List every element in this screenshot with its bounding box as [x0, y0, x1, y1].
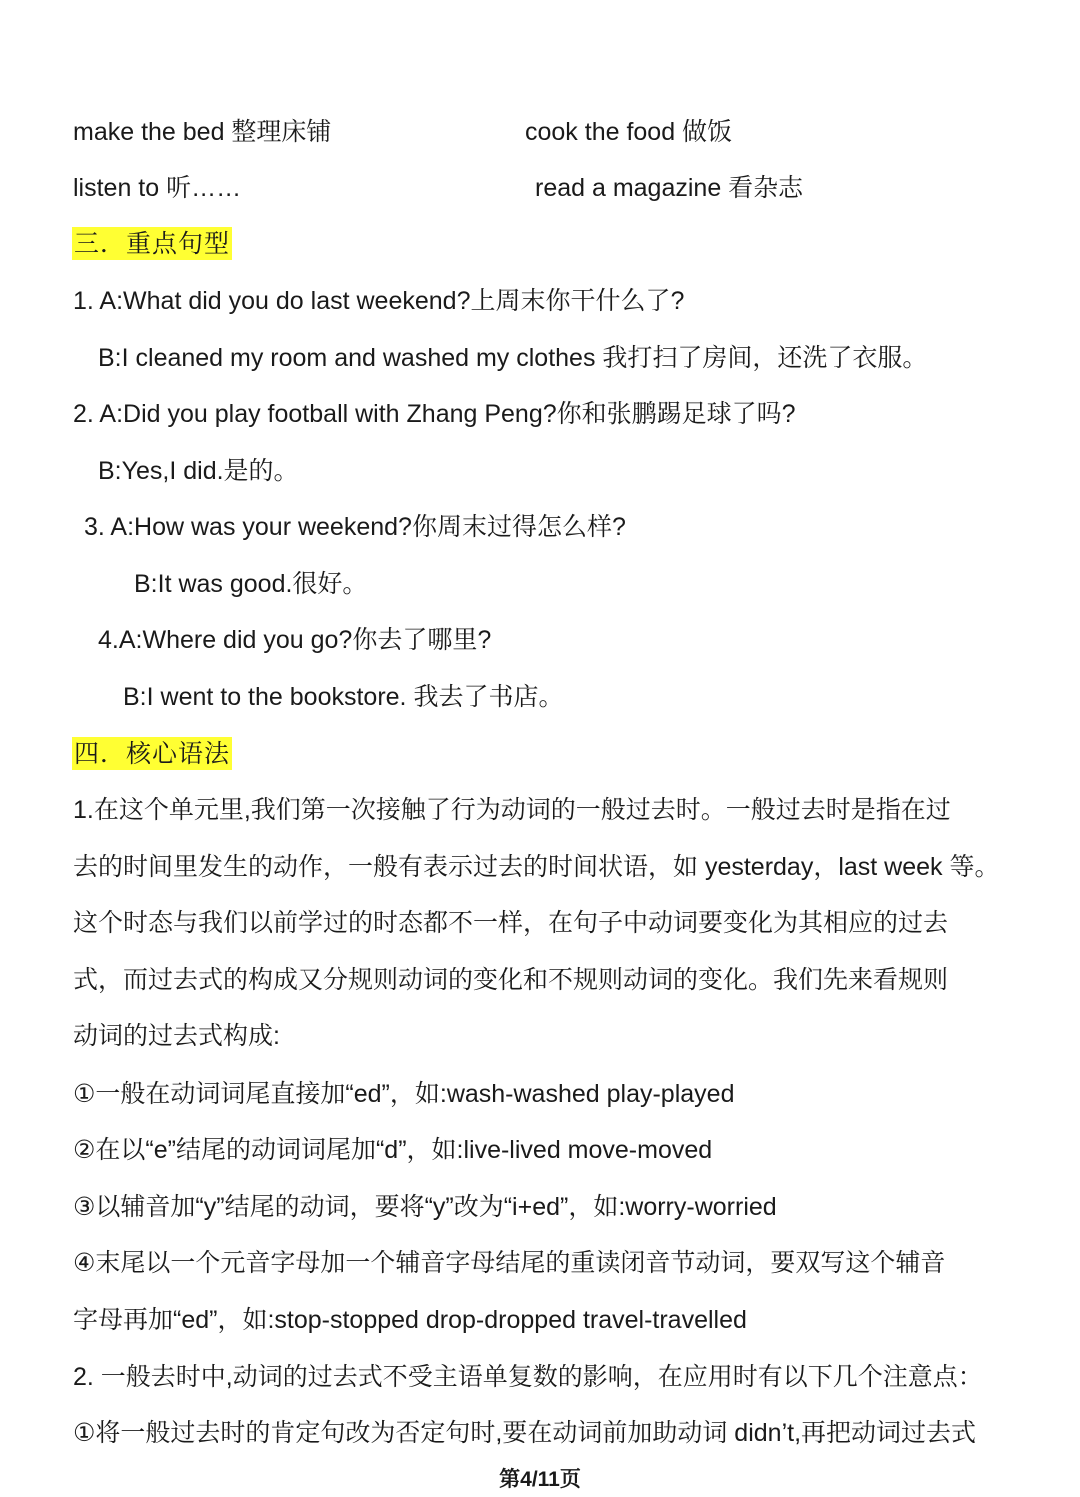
sentence-3-question: 3. A:How was your weekend?你周末过得怎么样?: [84, 513, 626, 541]
grammar-paragraph-line: 动词的过去式构成:: [73, 1022, 280, 1050]
sentence-1-question: 1. A:What did you do last weekend?上周末你干什么了?: [73, 287, 685, 315]
grammar-rule-4-continued: 字母再加“ed”，如:stop-stopped drop-dropped travel-travelled: [73, 1306, 747, 1334]
page-number: 第4/11页: [499, 1468, 581, 1491]
sentence-2-answer: B:Yes,I did.是的。: [98, 457, 299, 485]
grammar-rule-2: ②在以“e”结尾的动词词尾加“d”，如:live-lived move-moved: [73, 1136, 713, 1164]
section-heading-text: 三．重点句型: [74, 229, 231, 258]
grammar-paragraph-line: 式，而过去式的构成又分规则动词的变化和不规则动词的变化。我们先来看规则: [73, 966, 949, 994]
sentence-3-answer: B:It was good.很好。: [134, 570, 368, 598]
grammar-paragraph-line: 这个时态与我们以前学过的时态都不一样，在句子中动词要变化为其相应的过去: [73, 909, 949, 937]
section-heading-core-grammar: [72, 734, 232, 774]
section-heading-text: 四．核心语法: [74, 739, 231, 768]
vocab-item-read-a-magazine: read a magazine 看杂志: [535, 174, 804, 202]
sentence-1-answer: B:I cleaned my room and washed my clothes 我打扫了房间，还洗了衣服。: [98, 344, 928, 372]
grammar-rule-1: ①一般在动词词尾直接加“ed”，如:wash-washed play-played: [73, 1080, 735, 1108]
grammar-rule-3: ③以辅音加“y”结尾的动词，要将“y”改为“i+ed”，如:worry-worried: [73, 1193, 777, 1221]
grammar-point-2-rule-1: ①将一般过去时的肯定句改为否定句时,要在动词前加助动词 didn’t,再把动词过去式: [73, 1419, 977, 1447]
sentence-2-question: 2. A:Did you play football with Zhang Peng?你和张鹏踢足球了吗?: [73, 400, 796, 428]
grammar-paragraph-line: 去的时间里发生的动作，一般有表示过去的时间状语，如 yesterday，last week 等。: [73, 853, 1000, 881]
grammar-point-2: 2. 一般去时中,动词的过去式不受主语单复数的影响，在应用时有以下几个注意点：: [73, 1363, 983, 1391]
grammar-paragraph-line: 1.在这个单元里,我们第一次接触了行为动词的一般过去时。一般过去时是指在过: [73, 796, 951, 824]
sentence-4-question: 4.A:Where did you go?你去了哪里?: [98, 626, 492, 654]
grammar-rule-4: ④末尾以一个元音字母加一个辅音字母结尾的重读闭音节动词，要双写这个辅音: [73, 1249, 946, 1277]
sentence-4-answer: B:I went to the bookstore. 我去了书店。: [123, 683, 564, 711]
vocab-item-listen-to: listen to 听……: [73, 174, 242, 202]
section-heading-key-sentences: [72, 224, 232, 264]
vocab-item-make-the-bed: make the bed 整理床铺: [73, 118, 332, 146]
vocab-item-cook-the-food: cook the food 做饭: [525, 118, 733, 146]
